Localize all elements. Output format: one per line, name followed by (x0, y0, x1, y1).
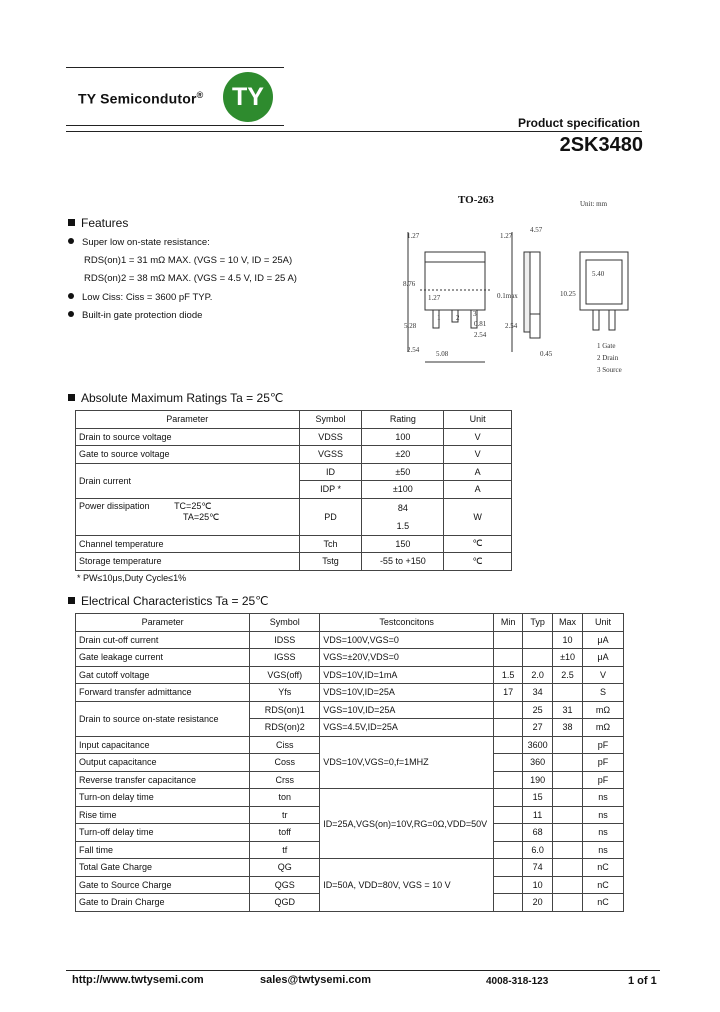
min-cell (494, 841, 523, 859)
symbol-cell: IGSS (250, 649, 320, 667)
min-cell (494, 701, 523, 719)
cond-cell: ID=25A,VGS(on)=10V,RG=0Ω,VDD=50V (320, 789, 494, 859)
header-rule-top (66, 67, 284, 68)
typ-cell: 190 (523, 771, 553, 789)
symbol-cell: PD (299, 498, 362, 535)
max-cell: 10 (553, 631, 583, 649)
table-row (76, 666, 624, 684)
unit-cell: nC (583, 859, 624, 877)
min-cell: 1.5 (494, 666, 523, 684)
unit-cell: V (583, 666, 624, 684)
unit-label: Unit: mm (580, 200, 608, 208)
dim-label: 5.08 (436, 350, 449, 358)
param-cell (76, 498, 300, 535)
param-cell: Drain to source voltage (76, 428, 300, 446)
unit-cell: ns (583, 806, 624, 824)
typ-cell: 360 (523, 754, 553, 772)
typ-cell: 34 (523, 684, 553, 702)
unit-cell: mΩ (583, 719, 624, 737)
typ-cell: 6.0 (523, 841, 553, 859)
symbol-cell: Yfs (250, 684, 320, 702)
header-rule-bottom (66, 125, 284, 126)
cond-cell: VGS=±20V,VDS=0 (320, 649, 494, 667)
abs-max-title-text: Absolute Maximum Ratings Ta = 25℃ (81, 391, 284, 405)
dim-label: 2.54 (505, 322, 518, 330)
min-cell (494, 719, 523, 737)
max-cell (553, 754, 583, 772)
unit-cell: V (444, 446, 512, 464)
pin-number: 1 (437, 314, 441, 322)
rating-cell: ±20 (362, 446, 444, 464)
min-cell (494, 894, 523, 912)
bullet-icon (68, 293, 74, 299)
table-row (76, 446, 512, 464)
param-cell: Drain cut-off current (76, 631, 250, 649)
column-header: Symbol (250, 614, 320, 632)
typ-cell: 11 (523, 806, 553, 824)
min-cell (494, 754, 523, 772)
max-cell (553, 859, 583, 877)
dim-label: 5.28 (404, 322, 417, 330)
symbol-cell: RDS(on)2 (250, 719, 320, 737)
rating-cell: ±50 (362, 463, 444, 481)
param-cell: Drain current (76, 463, 300, 498)
max-cell (553, 789, 583, 807)
param-cell: Forward transfer admittance (76, 684, 250, 702)
dim-label: 4.57 (530, 226, 543, 234)
unit-cell: ns (583, 789, 624, 807)
symbol-cell: VGS(off) (250, 666, 320, 684)
typ-cell: 27 (523, 719, 553, 737)
cond-cell: ID=50A, VDD=80V, VGS = 10 V (320, 859, 494, 912)
param-cell: Turn-on delay time (76, 789, 250, 807)
abs-max-note: * PW≤10μs,Duty Cycle≤1% (77, 573, 187, 583)
pin-number: 3 (473, 310, 477, 318)
table-row (76, 649, 624, 667)
table-row (76, 463, 512, 481)
unit-cell: nC (583, 894, 624, 912)
phone-number: 4008-318-123 (486, 976, 549, 987)
param-cell: Turn-off delay time (76, 824, 250, 842)
unit-cell: μA (583, 631, 624, 649)
dim-label: 0.45 (540, 350, 553, 358)
dim-label: 8.76 (403, 280, 416, 288)
table-row (76, 859, 624, 877)
pin-number: 2 (456, 314, 460, 322)
ty-logo: TY (223, 72, 273, 122)
registered-mark: ® (196, 90, 204, 100)
rating-cell: -55 to +150 (362, 553, 444, 571)
typ-cell: 15 (523, 789, 553, 807)
max-cell: ±10 (553, 649, 583, 667)
back-body-shape (580, 252, 628, 310)
table-row (76, 789, 624, 807)
min-cell (494, 771, 523, 789)
dim-label: 0.1max (497, 292, 518, 300)
max-cell: 2.5 (553, 666, 583, 684)
brand-name (78, 90, 204, 107)
param-cell: Fall time (76, 841, 250, 859)
website-link[interactable]: http://www.twtysemi.com (72, 974, 204, 986)
min-cell (494, 789, 523, 807)
min-cell (494, 736, 523, 754)
features-title (68, 216, 128, 230)
dim-label: 2.54 (474, 331, 487, 339)
package-title: TO-263 (458, 194, 494, 206)
param-cell: Channel temperature (76, 535, 300, 553)
min-cell (494, 806, 523, 824)
symbol-cell: tr (250, 806, 320, 824)
typ-cell (523, 631, 553, 649)
typ-cell: 10 (523, 876, 553, 894)
symbol-cell: Coss (250, 754, 320, 772)
param-cell: Rise time (76, 806, 250, 824)
part-number: 2SK3480 (559, 134, 643, 156)
unit-cell: ns (583, 841, 624, 859)
bullet-icon (68, 311, 74, 317)
max-cell: 31 (553, 701, 583, 719)
typ-cell: 74 (523, 859, 553, 877)
abs-max-table (75, 410, 512, 571)
square-bullet-icon (68, 219, 75, 226)
square-bullet-icon (68, 597, 75, 604)
cond-cell: VGS=10V,ID=25A (320, 701, 494, 719)
page-number: 1 of 1 (628, 975, 657, 987)
table-header-row (76, 411, 512, 429)
unit-cell: pF (583, 754, 624, 772)
rating-cell: ±100 (362, 481, 444, 499)
table-row (76, 684, 624, 702)
min-cell (494, 631, 523, 649)
symbol-cell: IDP * (299, 481, 362, 499)
cond-cell: VDS=10V,ID=1mA (320, 666, 494, 684)
table-row (76, 701, 624, 719)
column-header: Typ (523, 614, 553, 632)
unit-cell: W (444, 498, 512, 535)
unit-cell: A (444, 463, 512, 481)
min-cell (494, 649, 523, 667)
symbol-cell: VDSS (299, 428, 362, 446)
param-cell: Total Gate Charge (76, 859, 250, 877)
symbol-cell: QG (250, 859, 320, 877)
dim-label: 1.27 (407, 232, 420, 240)
param-cond: TA=25℃ (183, 511, 220, 522)
column-header: Testconcitons (320, 614, 494, 632)
symbol-cell: Crss (250, 771, 320, 789)
param-cell: Input capacitance (76, 736, 250, 754)
typ-cell (523, 649, 553, 667)
dim-label: 1.27 (500, 232, 513, 240)
features-title-text: Features (81, 216, 129, 230)
param-text: Power dissipation (79, 500, 150, 511)
typ-cell: 2.0 (523, 666, 553, 684)
pin-label: 2 Drain (597, 354, 619, 362)
min-cell: 17 (494, 684, 523, 702)
elec-title (68, 594, 269, 608)
param-cell: Output capacitance (76, 754, 250, 772)
table-row (76, 498, 512, 517)
symbol-cell: Ciss (250, 736, 320, 754)
brand-text: TY Semicondutor (78, 90, 197, 107)
param-cell: Drain to source on-state resistance (76, 701, 250, 736)
cond-cell: VGS=4.5V,ID=25A (320, 719, 494, 737)
symbol-cell: Tch (299, 535, 362, 553)
dim-label: 5.40 (592, 270, 605, 278)
param-cell: Reverse transfer capacitance (76, 771, 250, 789)
max-cell (553, 736, 583, 754)
symbol-cell: ID (299, 463, 362, 481)
email-link[interactable]: sales@twtysemi.com (260, 974, 371, 986)
min-cell (494, 824, 523, 842)
rating-cell: 150 (362, 535, 444, 553)
table-row (76, 736, 624, 754)
unit-cell: pF (583, 736, 624, 754)
front-tab-shape (425, 252, 485, 262)
unit-cell: nC (583, 876, 624, 894)
column-header: Min (494, 614, 523, 632)
column-header: Symbol (299, 411, 362, 429)
cond-cell: VDS=100V,VGS=0 (320, 631, 494, 649)
dim-label: 2.54 (407, 346, 420, 354)
symbol-cell: QGS (250, 876, 320, 894)
table-row (76, 631, 624, 649)
cond-cell: VDS=10V,VGS=0,f=1MHZ (320, 736, 494, 789)
column-header: Unit (444, 411, 512, 429)
cond-cell: VDS=10V,ID=25A (320, 684, 494, 702)
rating-cell: 84 (362, 498, 444, 517)
max-cell (553, 841, 583, 859)
typ-cell: 3600 (523, 736, 553, 754)
rating-cell: 100 (362, 428, 444, 446)
symbol-cell: toff (250, 824, 320, 842)
table-row (76, 428, 512, 446)
symbol-cell: QGD (250, 894, 320, 912)
unit-cell: ℃ (444, 553, 512, 571)
column-header: Parameter (76, 411, 300, 429)
unit-cell: mΩ (583, 701, 624, 719)
table-header-row (76, 614, 624, 632)
spec-rule (66, 131, 642, 132)
max-cell (553, 806, 583, 824)
column-header: Unit (583, 614, 624, 632)
param-cell: Gate to Source Charge (76, 876, 250, 894)
dim-label: 10.25 (560, 290, 576, 298)
symbol-cell: IDSS (250, 631, 320, 649)
feature-item (68, 237, 210, 248)
column-header: Max (553, 614, 583, 632)
param-cell: Gate to Drain Charge (76, 894, 250, 912)
rating-cell: 1.5 (362, 517, 444, 536)
table-row (76, 535, 512, 553)
typ-cell: 68 (523, 824, 553, 842)
unit-cell: S (583, 684, 624, 702)
min-cell (494, 859, 523, 877)
product-spec-label: Product specification (517, 116, 640, 130)
typ-cell: 25 (523, 701, 553, 719)
unit-cell: μA (583, 649, 624, 667)
unit-cell: A (444, 481, 512, 499)
feature-text: Super low on-state resistance: (82, 237, 210, 248)
feature-text: Low Ciss: Ciss = 3600 pF TYP. (82, 292, 213, 303)
unit-cell: V (444, 428, 512, 446)
param-cell: Gate to source voltage (76, 446, 300, 464)
pin-label: 1 Gate (597, 342, 616, 350)
feature-item: RDS(on)1 = 31 mΩ MAX. (VGS = 10 V, ID = 25A) (84, 255, 293, 266)
max-cell: 38 (553, 719, 583, 737)
table-row (76, 553, 512, 571)
unit-cell: ns (583, 824, 624, 842)
dim-label: 0.81 (474, 320, 487, 328)
pin-label: 3 Source (597, 366, 622, 374)
column-header: Rating (362, 411, 444, 429)
min-cell (494, 876, 523, 894)
param-cell: Storage temperature (76, 553, 300, 571)
symbol-cell: Tstg (299, 553, 362, 571)
footer-rule (66, 970, 660, 971)
unit-cell: ℃ (444, 535, 512, 553)
symbol-cell: RDS(on)1 (250, 701, 320, 719)
symbol-cell: VGSS (299, 446, 362, 464)
unit-cell: pF (583, 771, 624, 789)
bullet-icon (68, 238, 74, 244)
max-cell (553, 876, 583, 894)
square-bullet-icon (68, 394, 75, 401)
param-cond: TC=25℃ (174, 500, 212, 511)
elec-table (75, 613, 624, 912)
column-header: Parameter (76, 614, 250, 632)
symbol-cell: ton (250, 789, 320, 807)
max-cell (553, 894, 583, 912)
elec-title-text: Electrical Characteristics Ta = 25℃ (81, 594, 269, 608)
max-cell (553, 824, 583, 842)
dim-label: 1.27 (428, 294, 441, 302)
feature-item (68, 292, 212, 303)
param-cell: Gate leakage current (76, 649, 250, 667)
feature-item (68, 310, 202, 321)
max-cell (553, 771, 583, 789)
typ-cell: 20 (523, 894, 553, 912)
feature-item: RDS(on)2 = 38 mΩ MAX. (VGS = 4.5 V, ID = 25 A) (84, 273, 297, 284)
symbol-cell: tf (250, 841, 320, 859)
abs-max-title (68, 391, 283, 405)
max-cell (553, 684, 583, 702)
param-cell: Gat cutoff voltage (76, 666, 250, 684)
feature-text: Built-in gate protection diode (82, 310, 203, 321)
